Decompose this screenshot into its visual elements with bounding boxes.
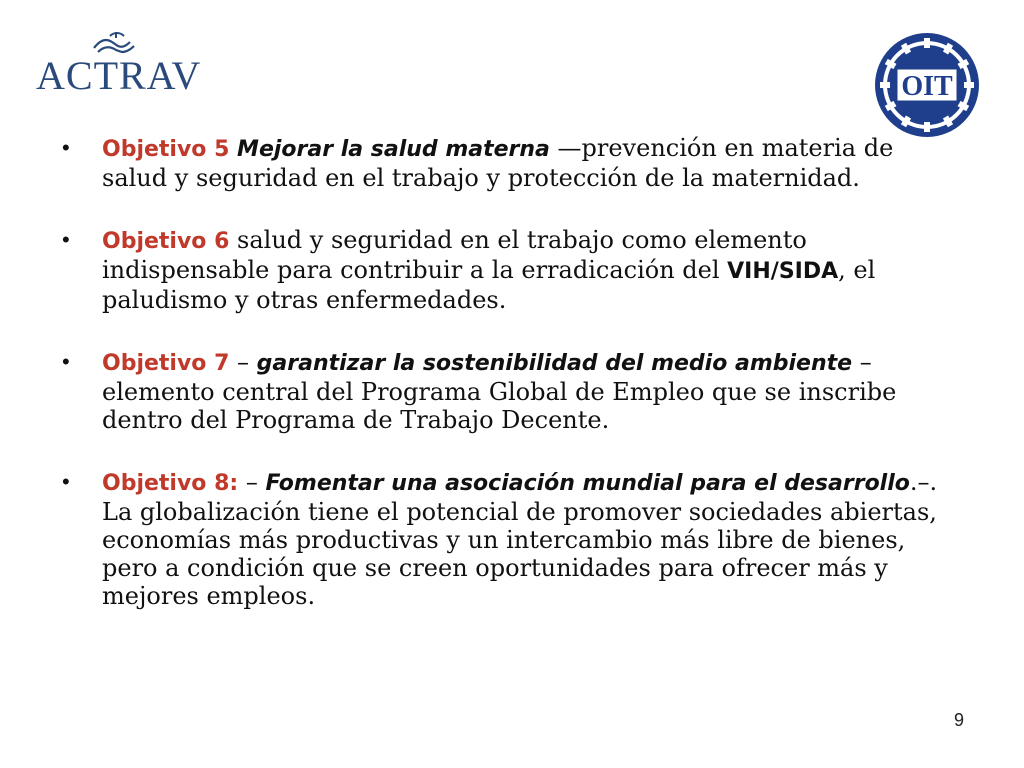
- objective-separator: –: [229, 348, 257, 376]
- list-item-objective-5: [60, 134, 950, 192]
- objectives-list: [60, 134, 950, 644]
- list-item-objective-6: [60, 226, 950, 314]
- objective-text: –elemento central del Programa Global de Empleo que se inscribe dentro del Programa de Trabajo Decente.: [102, 348, 897, 434]
- list-item-objective-7: [60, 348, 950, 434]
- oit-seal-icon: [872, 30, 982, 140]
- bullet-icon: •: [62, 349, 70, 374]
- page-number: 9: [953, 710, 964, 730]
- objective-label: Objetivo 7: [102, 351, 230, 376]
- actrav-logo: [36, 30, 202, 100]
- objective-emphasis: garantizar la sostenibilidad del medio ambiente: [256, 351, 853, 376]
- bullet-icon: •: [62, 469, 70, 494]
- bullet-icon: •: [62, 227, 70, 252]
- oit-seal-text: OIT: [901, 71, 953, 102]
- list-item-objective-8: [60, 468, 950, 610]
- objective-separator: –: [238, 468, 266, 496]
- bullet-icon: •: [62, 135, 70, 160]
- objective-text: .–. La globalización tiene el potencial de promover sociedades abiertas, economías más productivas y un intercambio más libre de bienes, pero a condición que se creen oportunidades para ofrecer más y mejores empleos.: [102, 468, 938, 610]
- objective-label: Objetivo 6: [102, 229, 230, 254]
- objective-separator: [229, 134, 237, 162]
- objective-label: Objetivo 8:: [102, 471, 239, 496]
- objective-text: —prevención en materia de salud y seguridad en el trabajo y protección de la maternidad.: [102, 134, 894, 192]
- actrav-wordmark: ACTRAV: [36, 53, 202, 98]
- objective-emphasis: Fomentar una asociación mundial para el desarrollo: [265, 471, 910, 496]
- objective-text: salud y seguridad en el trabajo como elemento indispensable para contribuir a la erradicación del: [102, 226, 807, 284]
- objective-strong: VIH/SIDA: [727, 259, 839, 284]
- objective-label: Objetivo 5: [102, 137, 230, 162]
- objective-text-2: , el paludismo y otras enfermedades.: [102, 256, 876, 314]
- objective-emphasis: Mejorar la salud materna: [237, 137, 550, 162]
